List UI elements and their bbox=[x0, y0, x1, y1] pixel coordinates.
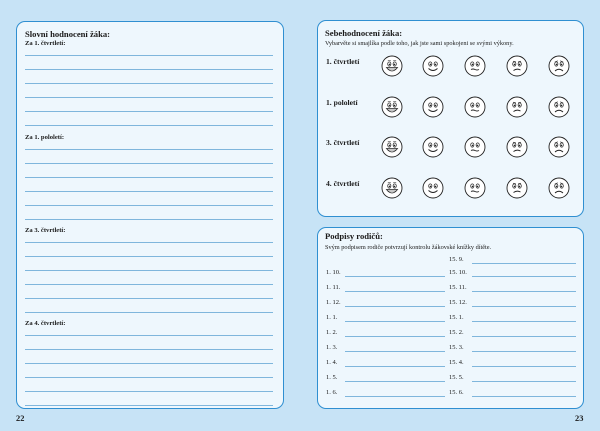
writing-line[interactable] bbox=[25, 125, 273, 126]
writing-line[interactable] bbox=[25, 97, 273, 98]
period-label: 3. čtvrtletí bbox=[326, 138, 360, 147]
written-evaluation-panel bbox=[16, 21, 284, 409]
signature-date-label: 1. 10. bbox=[326, 269, 341, 276]
signature-line[interactable] bbox=[345, 276, 445, 277]
neutral-face-icon[interactable] bbox=[464, 136, 486, 158]
signature-line[interactable] bbox=[472, 396, 576, 397]
signature-line[interactable] bbox=[345, 396, 445, 397]
signature-date-label: 15. 11. bbox=[449, 284, 467, 291]
sad-face-icon[interactable] bbox=[548, 177, 570, 199]
signature-date-label: 15. 12. bbox=[449, 299, 467, 306]
signature-line[interactable] bbox=[345, 291, 445, 292]
signature-line[interactable] bbox=[345, 306, 445, 307]
big-grin-face-icon[interactable] bbox=[381, 55, 403, 77]
signature-date-label: 15. 5. bbox=[449, 374, 464, 381]
signature-line[interactable] bbox=[345, 366, 445, 367]
signature-line[interactable] bbox=[345, 351, 445, 352]
period-label: 4. čtvrtletí bbox=[326, 179, 360, 188]
smile-face-icon[interactable] bbox=[422, 96, 444, 118]
writing-line[interactable] bbox=[25, 349, 273, 350]
signature-date-label: 15. 4. bbox=[449, 359, 464, 366]
writing-line[interactable] bbox=[25, 405, 273, 406]
writing-line[interactable] bbox=[25, 298, 273, 299]
section-label: Za 1. pololetí: bbox=[25, 134, 65, 141]
signature-line[interactable] bbox=[472, 263, 576, 264]
self-evaluation-instruction: Vybarvěte si smajlíka podle toho, jak jste sami spokojeni se svými výkony. bbox=[325, 40, 514, 47]
page-number-right: 23 bbox=[575, 414, 584, 423]
big-grin-face-icon[interactable] bbox=[381, 177, 403, 199]
self-evaluation-title: Sebehodnocení žáka: bbox=[325, 28, 403, 38]
signature-line[interactable] bbox=[472, 366, 576, 367]
self-evaluation-panel bbox=[317, 20, 584, 217]
writing-line[interactable] bbox=[25, 55, 273, 56]
frown-face-icon[interactable] bbox=[506, 96, 528, 118]
big-grin-face-icon[interactable] bbox=[381, 136, 403, 158]
frown-face-icon[interactable] bbox=[506, 136, 528, 158]
writing-line[interactable] bbox=[25, 377, 273, 378]
writing-line[interactable] bbox=[25, 69, 273, 70]
writing-line[interactable] bbox=[25, 256, 273, 257]
neutral-face-icon[interactable] bbox=[464, 177, 486, 199]
writing-line[interactable] bbox=[25, 219, 273, 220]
parent-signatures-instruction: Svým podpisem rodiče potvrzují kontrolu žákovské knížky dítěte. bbox=[325, 244, 492, 251]
parent-signatures-title: Podpisy rodičů: bbox=[325, 231, 383, 241]
signature-line[interactable] bbox=[345, 381, 445, 382]
big-grin-face-icon[interactable] bbox=[381, 96, 403, 118]
signature-date-label: 15. 1. bbox=[449, 314, 464, 321]
signature-date-label: 1. 5. bbox=[326, 374, 338, 381]
signature-date-label: 15. 10. bbox=[449, 269, 467, 276]
writing-line[interactable] bbox=[25, 177, 273, 178]
parent-signatures-panel bbox=[317, 227, 584, 409]
signature-date-label: 1. 4. bbox=[326, 359, 338, 366]
neutral-face-icon[interactable] bbox=[464, 96, 486, 118]
signature-date-label: 1. 2. bbox=[326, 329, 338, 336]
writing-line[interactable] bbox=[25, 111, 273, 112]
writing-line[interactable] bbox=[25, 284, 273, 285]
smile-face-icon[interactable] bbox=[422, 177, 444, 199]
signature-date-label: 1. 11. bbox=[326, 284, 341, 291]
sad-face-icon[interactable] bbox=[548, 55, 570, 77]
writing-line[interactable] bbox=[25, 335, 273, 336]
writing-line[interactable] bbox=[25, 312, 273, 313]
writing-line[interactable] bbox=[25, 163, 273, 164]
smile-face-icon[interactable] bbox=[422, 136, 444, 158]
signature-line[interactable] bbox=[472, 291, 576, 292]
frown-face-icon[interactable] bbox=[506, 55, 528, 77]
signature-line[interactable] bbox=[472, 276, 576, 277]
writing-line[interactable] bbox=[25, 270, 273, 271]
writing-line[interactable] bbox=[25, 242, 273, 243]
period-label: 1. pololetí bbox=[326, 98, 358, 107]
signature-line[interactable] bbox=[345, 321, 445, 322]
signature-line[interactable] bbox=[472, 306, 576, 307]
signature-date-label: 15. 2. bbox=[449, 329, 464, 336]
signature-date-label: 1. 12. bbox=[326, 299, 341, 306]
signature-date-label: 15. 3. bbox=[449, 344, 464, 351]
signature-line[interactable] bbox=[345, 336, 445, 337]
signature-line[interactable] bbox=[472, 381, 576, 382]
written-evaluation-title: Slovní hodnocení žáka: bbox=[25, 29, 111, 39]
neutral-face-icon[interactable] bbox=[464, 55, 486, 77]
writing-line[interactable] bbox=[25, 149, 273, 150]
writing-line[interactable] bbox=[25, 191, 273, 192]
signature-line[interactable] bbox=[472, 351, 576, 352]
section-label: Za 3. čtvrtletí: bbox=[25, 227, 66, 234]
signature-date-label: 1. 3. bbox=[326, 344, 338, 351]
sad-face-icon[interactable] bbox=[548, 96, 570, 118]
signature-date-label: 15. 9. bbox=[449, 256, 464, 263]
signature-line[interactable] bbox=[472, 336, 576, 337]
page-number-left: 22 bbox=[16, 414, 25, 423]
section-label: Za 4. čtvrtletí: bbox=[25, 320, 66, 327]
signature-line[interactable] bbox=[472, 321, 576, 322]
sad-face-icon[interactable] bbox=[548, 136, 570, 158]
writing-line[interactable] bbox=[25, 363, 273, 364]
writing-line[interactable] bbox=[25, 391, 273, 392]
frown-face-icon[interactable] bbox=[506, 177, 528, 199]
writing-line[interactable] bbox=[25, 205, 273, 206]
period-label: 1. čtvrtletí bbox=[326, 57, 360, 66]
signature-date-label: 1. 1. bbox=[326, 314, 338, 321]
section-label: Za 1. čtvrtletí: bbox=[25, 40, 66, 47]
writing-line[interactable] bbox=[25, 83, 273, 84]
signature-date-label: 1. 6. bbox=[326, 389, 338, 396]
smile-face-icon[interactable] bbox=[422, 55, 444, 77]
signature-date-label: 15. 6. bbox=[449, 389, 464, 396]
